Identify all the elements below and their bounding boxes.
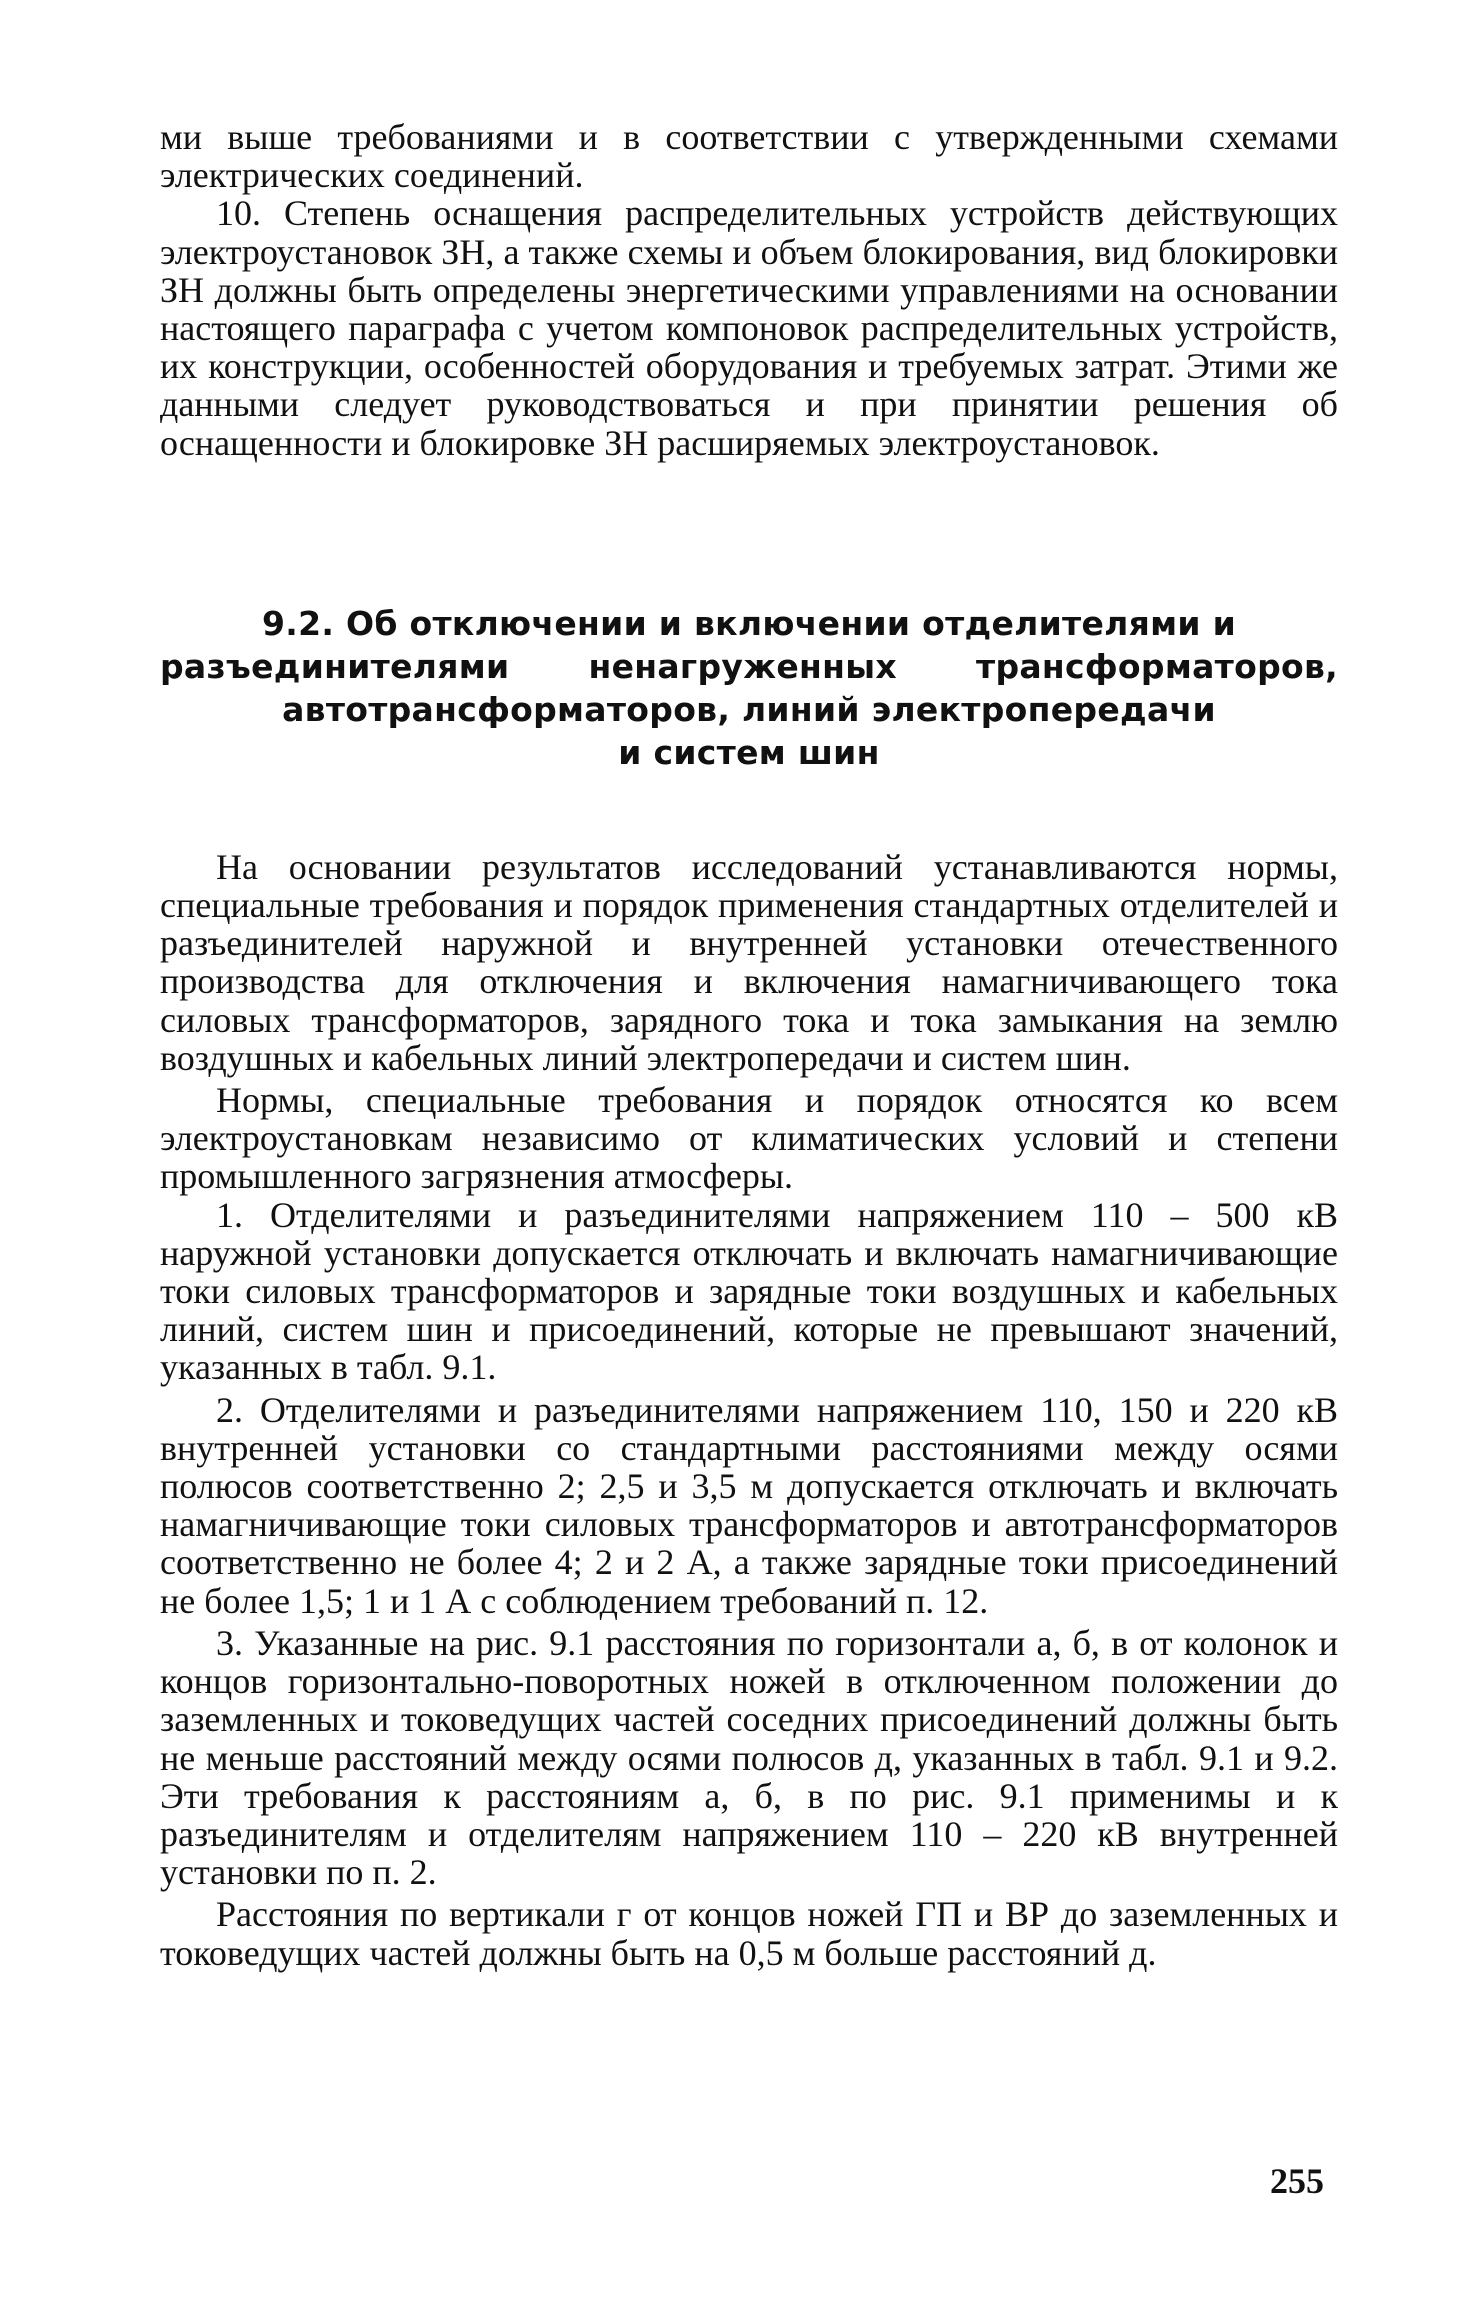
section-heading-line-2: [160, 645, 1338, 688]
section-heading-word: трансформаторов,: [976, 646, 1338, 686]
item-1-paragraph: 1. Отделителями и разъединителями напряжением 110 – 500 кВ наружной установки допускается отключать и включать намагничивающие токи силовых трансформаторов и зарядные токи воздушных и кабельных линий, систем шин и присоединений, которые не превышают значений, указанных в табл. 9.1.: [160, 1194, 1338, 1388]
page-number: 255: [1270, 2161, 1324, 2201]
item-2-paragraph: 2. Отделителями и разъединителями напряжением 110, 150 и 220 кВ внутренней установки со стандартными расстояниями между осями полюсов соответственно 2; 2,5 и 3,5 м допускается отключать и включать намагничивающие токи силовых трансформаторов и автотрансформаторов соответственно не более 4; 2 и 2 А, а также зарядные токи присоединений не более 1,5; 1 и 1 А с соблюдением требований п. 12.: [160, 1389, 1338, 1621]
intro-paragraph: На основании результатов исследований устанавливаются нормы, специальные требования и порядок применения стандартных отделителей и разъединителей наружной и внутренней установки отечественного производства для отключения и включения намагничивающего тока силовых трансформаторов, зарядного тока и тока замыкания на землю воздушных и кабельных линий электропередачи и систем шин.: [160, 846, 1338, 1078]
section-heading-word: разъединителями: [160, 646, 510, 686]
item-10-paragraph: 10. Степень оснащения распределительных устройств действующих электроустановок ЗН, а также схемы и объем блокирования, вид блокировки ЗН должны быть определены энергетическими управлениями на основании настоящего параграфа с учетом компоновок распределительных устройств, их конструкции, особенностей оборудования и требуемых затрат. Этими же данными следует руководствоваться и при принятии решения об оснащенности и блокировке ЗН расширяемых электроустановок.: [160, 193, 1338, 463]
section-heading: [160, 602, 1338, 774]
vertical-distance-paragraph: Расстояния по вертикали г от концов ножей ГП и ВР до заземленных и токоведущих частей должны быть на 0,5 м больше расстояний д.: [160, 1894, 1338, 1973]
continuation-paragraph: ми выше требованиями и в соответствии с утвержденными схемами электрических соединений.: [160, 117, 1338, 196]
norms-paragraph: Нормы, специальные требования и порядок относятся ко всем электроустановкам независимо от климатических условий и степени промышленного загрязнения атмосферы.: [160, 1080, 1338, 1197]
page-content: [160, 118, 1338, 1972]
section-heading-line-3: автотрансформаторов, линий электропередачи: [282, 689, 1216, 729]
section-heading-line-4: и систем шин: [618, 732, 880, 772]
section-heading-word: ненагруженных: [588, 646, 897, 686]
section-heading-line-1: 9.2. Об отключении и включении отделителями и: [262, 603, 1236, 643]
item-3-paragraph: 3. Указанные на рис. 9.1 расстояния по горизонтали а, б, в от колонок и концов горизонтально-поворотных ножей в отключенном положении до заземленных и токоведущих частей соседних присоединений должны быть не меньше расстояний между осями полюсов д, указанных в табл. 9.1 и 9.2. Эти требования к расстояниям а, б, в по рис. 9.1 применимы и к разъединителям и отделителям напряжением 110 – 220 кВ внутренней установки по п. 2.: [160, 1622, 1338, 1893]
